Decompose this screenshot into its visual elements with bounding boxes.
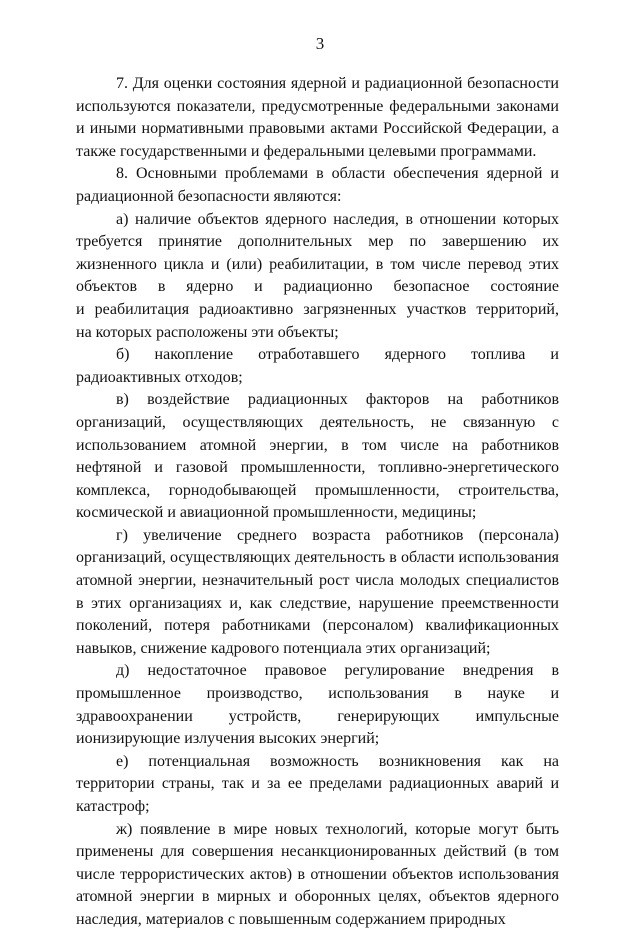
text-line: объектов в ядерно и радиационно безопасное состояние <box>76 278 559 296</box>
text-line: организаций, осуществляющих деятельность в области использования <box>76 549 559 567</box>
text-line: ж) появление в мире новых технологий, которые могут быть <box>116 820 559 838</box>
text-line: в этих организациях и, как следствие, нарушение преемственности <box>76 594 559 612</box>
text-line: промышленное производство, использования в науке и <box>76 685 559 703</box>
text-line: атомной энергии, незначительный рост числа молодых специалистов <box>76 572 559 590</box>
paragraph-item-v <box>76 389 559 525</box>
paragraph-item-a <box>76 209 559 345</box>
text-line: ионизирующие излучения высоких энергий; <box>76 730 380 748</box>
text-line: нефтяной и газовой промышленности, топливно-энергетического <box>76 459 559 477</box>
text-line: здравоохранении устройств, генерирующих импульсные <box>76 707 559 725</box>
paragraph-p8 <box>76 163 559 208</box>
paragraph-item-b <box>76 344 559 389</box>
text-line: радиационной безопасности являются: <box>76 187 342 205</box>
page-number: 3 <box>315 34 325 53</box>
text-line: а) наличие объектов ядерного наследия, в отношении которых <box>116 210 559 228</box>
text-line: атомной энергии в мирных и оборонных целях, объектов ядерного <box>76 888 559 906</box>
text-line: комплекса, горнодобывающей промышленности, строительства, <box>76 481 559 499</box>
document-body <box>76 73 559 932</box>
text-line: 7. Для оценки состояния ядерной и радиационной безопасности <box>116 75 559 92</box>
paragraph-item-d <box>76 660 559 750</box>
text-line: поколений, потеря работниками (персоналом) квалификационных <box>76 617 559 635</box>
paragraph-item-g <box>76 525 559 661</box>
text-line: жизненного цикла и (или) реабилитации, в том числе перевод этих <box>76 255 559 273</box>
text-line: е) потенциальная возможность возникновения как на <box>116 752 559 770</box>
text-line: использованием атомной энергии, в том числе на работников <box>76 436 559 454</box>
text-line: на которых расположены эти объекты; <box>76 323 339 341</box>
text-line: б) накопление отработавшего ядерного топлива и <box>116 346 559 364</box>
paragraph-p7 <box>76 73 559 163</box>
text-line: г) увеличение среднего возраста работников (персонала) <box>116 526 559 544</box>
text-line: катастроф; <box>76 798 150 815</box>
text-line: территории страны, так и за ее пределами радиационных аварий и <box>76 775 559 793</box>
text-line: в) воздействие радиационных факторов на работников <box>116 391 559 409</box>
paragraph-item-e <box>76 751 559 819</box>
text-line: числе террористических актов) в отношении объектов использования <box>76 865 559 883</box>
paragraph-item-zh <box>76 819 559 932</box>
text-line: д) недостаточное правовое регулирование внедрения в <box>116 662 559 680</box>
text-line: используются показатели, предусмотренные федеральными законами <box>76 97 559 115</box>
text-line: требуется принятие дополнительных мер по завершению их <box>76 233 559 251</box>
text-line: применены для совершения несанкционированных действий (в том <box>76 843 559 861</box>
text-line: навыков, снижение кадрового потенциала этих организаций; <box>76 639 491 657</box>
text-line: организаций, осуществляющих деятельность, не связанную с <box>76 413 559 431</box>
text-line: наследия, материалов с повышенным содержанием природных <box>76 910 506 928</box>
text-line: радиоактивных отходов; <box>76 368 243 386</box>
text-line: и реабилитация радиоактивно загрязненных участков территорий, <box>76 300 559 318</box>
text-line: космической и авиационной промышленности, медицины; <box>76 504 477 522</box>
text-line: 8. Основными проблемами в области обеспечения ядерной и <box>116 165 559 183</box>
text-line: также государственными и федеральными целевыми программами. <box>76 142 537 160</box>
text-line: и иными нормативными правовыми актами Российской Федерации, а <box>76 120 559 138</box>
